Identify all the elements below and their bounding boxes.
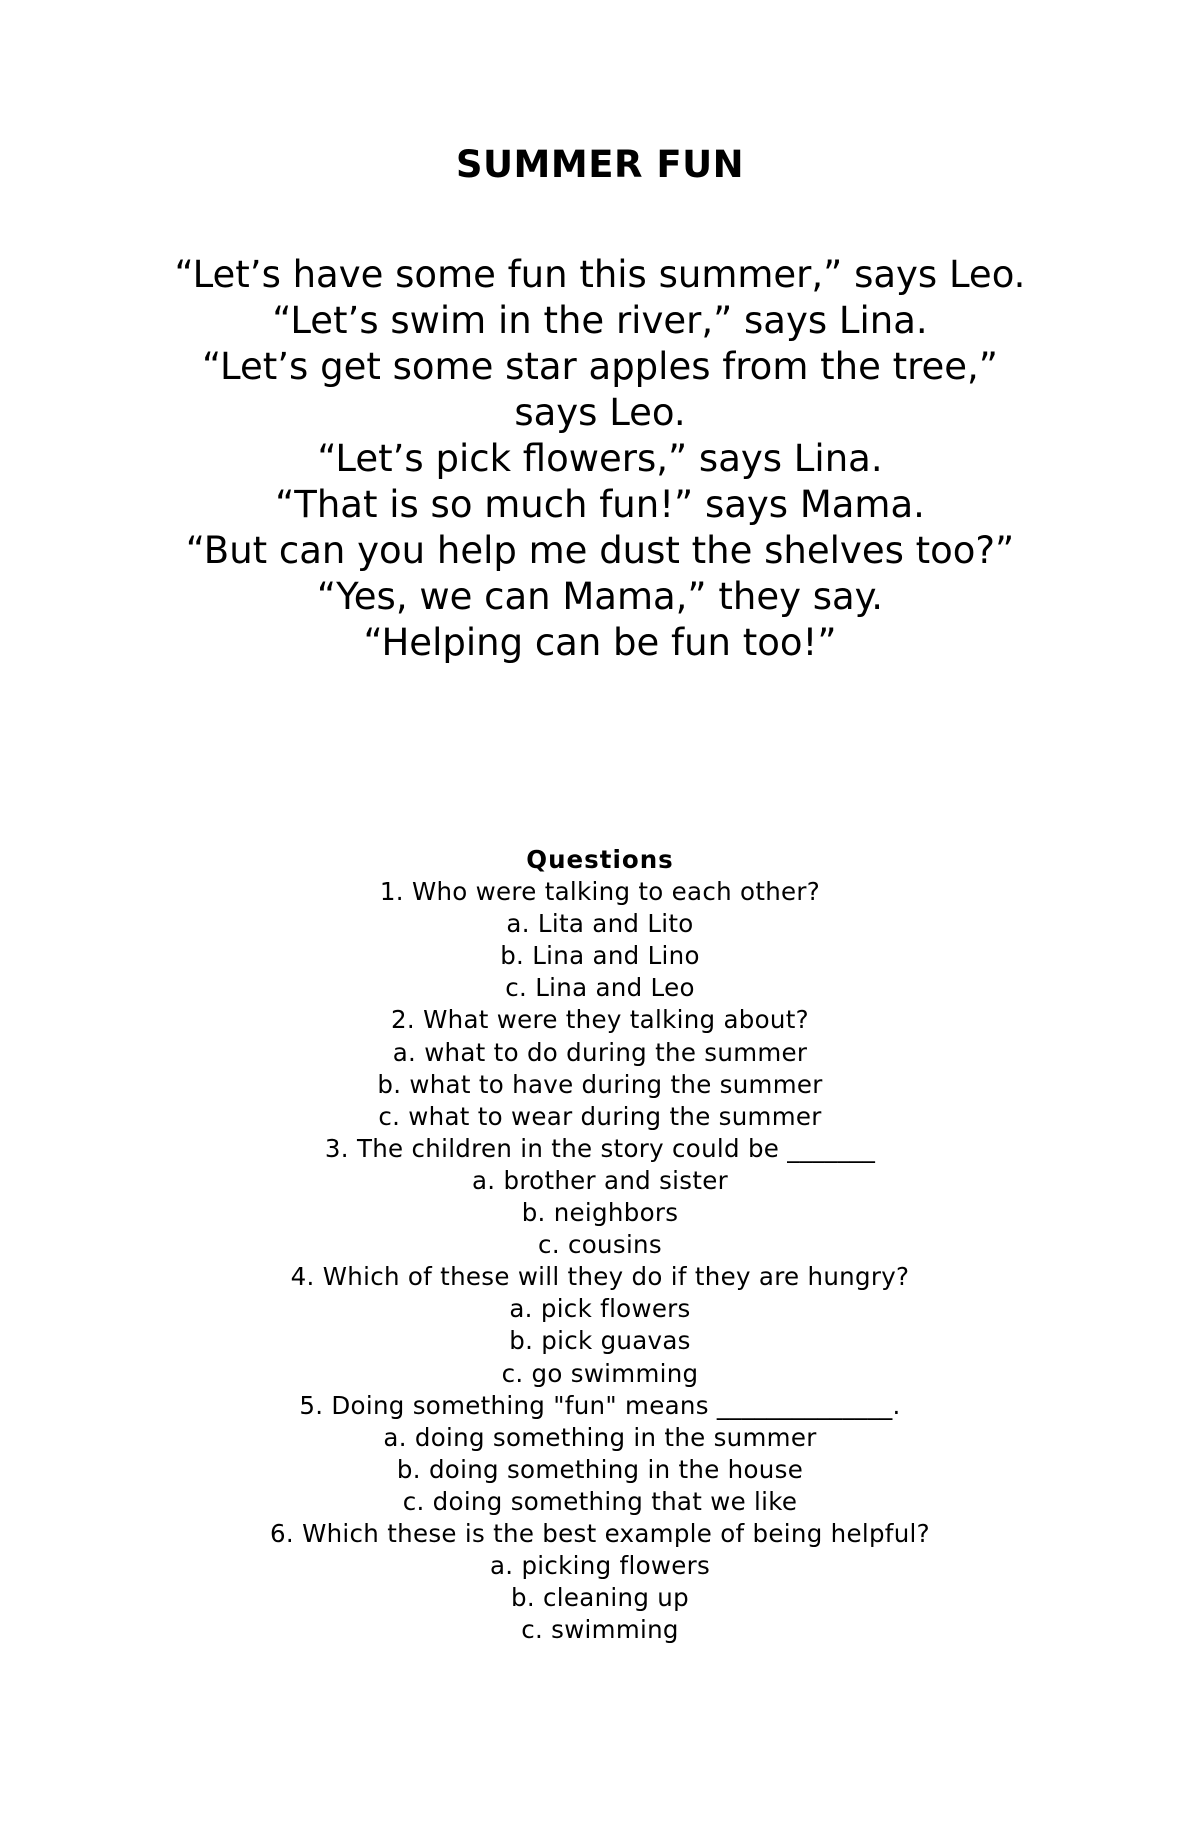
- answer-option: a. picking flowers: [489, 1551, 711, 1581]
- answer-option: a. pick flowers: [509, 1294, 691, 1324]
- story-line: “Let’s get some star apples from the tree,”: [202, 345, 998, 388]
- story-line: “But can you help me dust the shelves too?”: [185, 529, 1015, 572]
- story-line: “Let’s pick flowers,” says Lina.: [317, 437, 883, 480]
- story-line: “Let’s swim in the river,” says Lina.: [272, 299, 928, 342]
- answer-option: b. doing something in the house: [396, 1454, 804, 1484]
- answer-option: b. Lina and Lino: [500, 941, 700, 971]
- question-line: 2. What were they talking about?: [391, 1005, 809, 1035]
- answer-option: c. what to wear during the summer: [378, 1101, 822, 1131]
- questions-heading: Questions: [526, 845, 674, 874]
- answer-option: b. cleaning up: [511, 1583, 689, 1613]
- questions-section: [0, 844, 1200, 1646]
- answer-option: c. swimming: [521, 1615, 679, 1645]
- story-line: “Yes, we can Mama,” they say.: [316, 575, 884, 618]
- story-line: says Leo.: [514, 391, 686, 434]
- answer-option: a. doing something in the summer: [383, 1422, 817, 1452]
- answer-option: b. what to have during the summer: [377, 1069, 823, 1099]
- answer-option: c. Lina and Leo: [505, 973, 695, 1003]
- story-line: “Helping can be fun too!”: [363, 621, 837, 664]
- story-line: “Let’s have some fun this summer,” says Leo.: [174, 253, 1026, 296]
- answer-option: c. doing something that we like: [402, 1486, 798, 1516]
- page-title: SUMMER FUN: [455, 143, 745, 186]
- answer-option: b. neighbors: [521, 1198, 679, 1228]
- answer-option: a. what to do during the summer: [392, 1037, 808, 1067]
- answer-option: b. pick guavas: [509, 1326, 691, 1356]
- answer-option: c. go swimming: [501, 1358, 699, 1388]
- question-line: 5. Doing something "fun" means ______________.: [299, 1390, 901, 1420]
- question-line: 6. Which these is the best example of being helpful?: [270, 1518, 930, 1548]
- question-line: 4. Which of these will they do if they are hungry?: [290, 1262, 910, 1292]
- story-line: “That is so much fun!” says Mama.: [275, 483, 925, 526]
- story-poem: [0, 252, 1200, 666]
- question-line: 1. Who were talking to each other?: [379, 877, 821, 907]
- answer-option: a. brother and sister: [471, 1165, 728, 1195]
- question-line: 3. The children in the story could be _______: [324, 1133, 876, 1163]
- answer-option: a. Lita and Lito: [506, 909, 694, 939]
- answer-option: c. cousins: [538, 1230, 662, 1260]
